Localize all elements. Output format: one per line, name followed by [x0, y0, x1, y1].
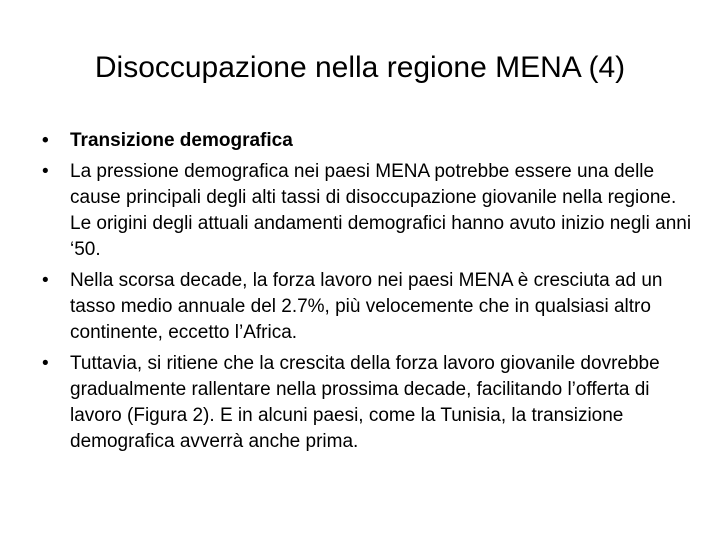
bullet-marker: • — [42, 161, 49, 182]
bullet-marker: • — [42, 353, 49, 374]
bullet-marker: • — [42, 130, 49, 151]
bullet-item — [36, 268, 696, 346]
bullet-text: Tuttavia, si ritiene che la crescita della forza lavoro giovanile dovrebbe gradualmente rallentare nella prossima decade, facilitando l’offerta di lavoro (Figura 2). E in alcuni paesi, come la Tunisia, la transizione demografica avverrà anche prima. — [70, 353, 660, 452]
bullet-list — [36, 128, 696, 460]
bullet-item — [36, 159, 696, 263]
bullet-text: La pressione demografica nei paesi MENA potrebbe essere una delle cause principali degli alti tassi di disoccupazione giovanile nella regione. Le origini degli attuali andamenti demografici hanno avuto inizio negli anni ‘50. — [70, 161, 692, 260]
bullet-marker: • — [42, 270, 49, 291]
bullet-text: Transizione demografica — [70, 130, 293, 151]
slide-title: Disoccupazione nella regione MENA (4) — [94, 51, 626, 84]
bullet-text: Nella scorsa decade, la forza lavoro nei paesi MENA è cresciuta ad un tasso medio annuale del 2.7%, più velocemente che in qualsiasi altro continente, eccetto l’Africa. — [70, 270, 663, 343]
bullet-item — [36, 351, 696, 455]
bullet-item-heading — [36, 128, 696, 154]
